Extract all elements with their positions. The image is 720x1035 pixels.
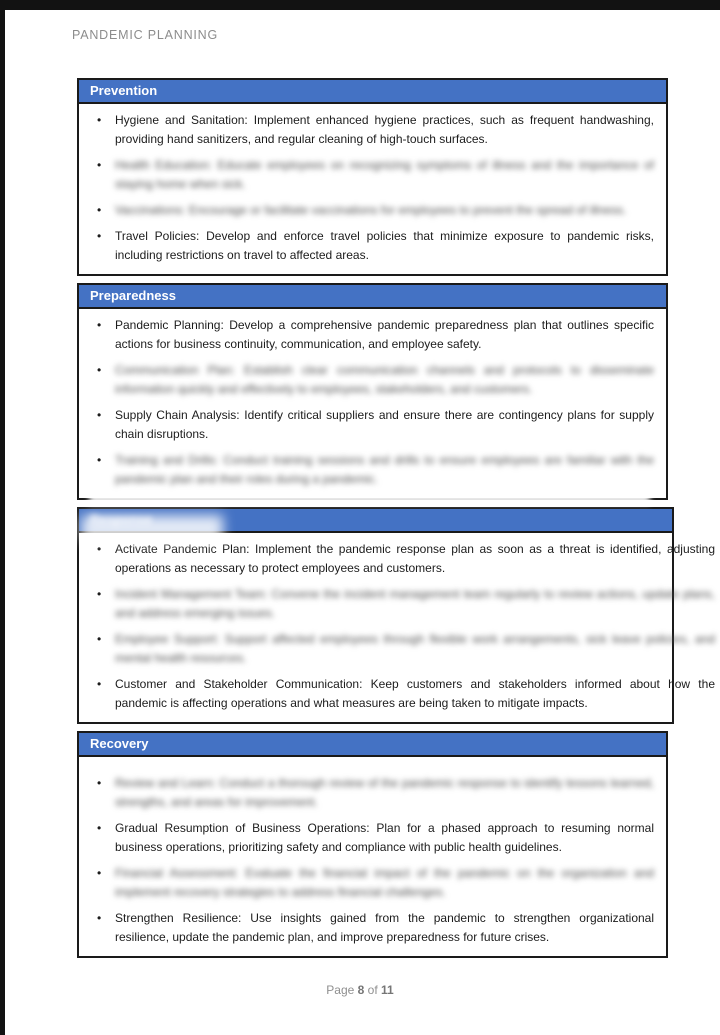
bullet-icon — [97, 819, 115, 838]
bullet-text-blurred: Review and Learn: Conduct a thorough review of the pandemic response to identify lessons learned, strengths, and areas for improvement. — [115, 776, 654, 809]
bullet-icon — [97, 540, 115, 559]
list-item — [97, 585, 715, 623]
bullet-icon — [97, 361, 115, 380]
bullet-text-blurred: Financial Assessment: Evaluate the financial impact of the pandemic on the organization and implement recovery strategies to address financial challenges. — [115, 866, 654, 899]
section-body-preparedness — [77, 309, 668, 500]
footer-page-number: 8 — [357, 983, 365, 997]
list-item — [97, 909, 654, 947]
bullet-list — [97, 540, 715, 713]
page-footer — [0, 983, 720, 997]
bullet-icon — [97, 774, 115, 793]
section-recovery — [77, 731, 668, 958]
section-header-prevention — [77, 78, 668, 104]
bullet-text-blurred: Health Education: Educate employees on recognizing symptoms of illness and the importance of staying home when sick. — [115, 158, 654, 191]
bullet-icon — [97, 201, 115, 220]
bullet-text: Supply Chain Analysis: Identify critical suppliers and ensure there are contingency plans for supply chain disruptions. — [115, 408, 654, 441]
bullet-icon — [97, 316, 115, 335]
bullet-text-blurred: Incident Management Team: Convene the incident management team regularly to review actions, update plans, and address emerging issues. — [115, 587, 715, 620]
bullet-text: Hygiene and Sanitation: Implement enhanced hygiene practices, such as frequent handwashing, providing hand sanitizers, and regular cleaning of high-touch surfaces. — [115, 113, 654, 146]
bullet-icon — [97, 909, 115, 928]
section-title: Recovery — [90, 736, 149, 751]
list-item — [97, 111, 654, 149]
section-body-recovery — [77, 757, 668, 958]
section-header-response — [77, 507, 674, 533]
section-prevention — [77, 78, 668, 276]
bullet-icon — [97, 406, 115, 425]
list-item — [97, 774, 654, 812]
section-preparedness — [77, 283, 668, 500]
document-header-title: PANDEMIC PLANNING — [72, 28, 219, 42]
bullet-text-blurred: Training and Drills: Conduct training sessions and drills to ensure employees are familiar with the pandemic plan and their roles during a pandemic. — [115, 453, 654, 486]
bullet-text-blurred: Communication Plan: Establish clear communication channels and protocols to disseminate information quickly and effectively to employees, stakeholders, and customers. — [115, 363, 654, 396]
section-title: Prevention — [90, 83, 158, 98]
list-item — [97, 630, 715, 668]
bullet-icon — [97, 111, 115, 130]
section-header-recovery — [77, 731, 668, 757]
list-item — [97, 227, 654, 265]
bullet-icon — [97, 864, 115, 883]
list-item — [97, 406, 654, 444]
list-item — [97, 451, 654, 489]
list-item — [97, 361, 654, 399]
footer-label-page: Page — [326, 983, 355, 997]
bullet-icon — [97, 630, 115, 649]
list-item — [97, 540, 715, 578]
bullet-list — [97, 316, 654, 489]
page-frame-left — [0, 0, 5, 1035]
section-title: Preparedness — [90, 288, 176, 303]
bullet-text: Strengthen Resilience: Use insights gained from the pandemic to strengthen organizational resilience, update the pandemic plan, and improve preparedness for future crises. — [115, 911, 654, 944]
list-item — [97, 864, 654, 902]
bullet-text: Pandemic Planning: Develop a comprehensive pandemic preparedness plan that outlines specific actions for business continuity, communication, and employee safety. — [115, 318, 654, 351]
section-header-preparedness — [77, 283, 668, 309]
list-item — [97, 819, 654, 857]
list-item — [97, 156, 654, 194]
bullet-text: Activate Pandemic Plan: Implement the pandemic response plan as soon as a threat is identified, adjusting operations as necessary to protect employees and customers. — [115, 542, 715, 575]
bullet-text-blurred: Employee Support: Support affected employees through flexible work arrangements, sick leave policies, and mental health resources. — [115, 632, 715, 665]
page-frame-top — [0, 0, 720, 10]
bullet-icon — [97, 585, 115, 604]
list-item — [97, 675, 715, 713]
sections-container — [77, 78, 715, 965]
bullet-icon — [97, 675, 115, 694]
footer-label-of: of — [367, 983, 378, 997]
section-body-prevention — [77, 104, 668, 276]
bullet-text-blurred: Vaccinations: Encourage or facilitate vaccinations for employees to prevent the spread of illness. — [115, 203, 627, 217]
bullet-text: Customer and Stakeholder Communication: Keep customers and stakeholders informed about how the pandemic is affecting operations and what measures are being taken to mitigate impacts. — [115, 677, 715, 710]
bullet-icon — [97, 227, 115, 246]
section-title-blurred: Response — [90, 512, 153, 527]
footer-page-total: 11 — [381, 983, 394, 997]
bullet-list — [97, 111, 654, 265]
bullet-text: Gradual Resumption of Business Operations: Plan for a phased approach to resuming normal business operations, prioritizing safety and compliance with public health guidelines. — [115, 821, 654, 854]
bullet-text: Travel Policies: Develop and enforce travel policies that minimize exposure to pandemic risks, including restrictions on travel to affected areas. — [115, 229, 654, 262]
bullet-icon — [97, 156, 115, 175]
bullet-list — [97, 774, 654, 947]
list-item — [97, 201, 654, 220]
list-item — [97, 316, 654, 354]
section-response — [77, 507, 715, 724]
bullet-icon — [97, 451, 115, 470]
section-body-response — [77, 533, 715, 724]
